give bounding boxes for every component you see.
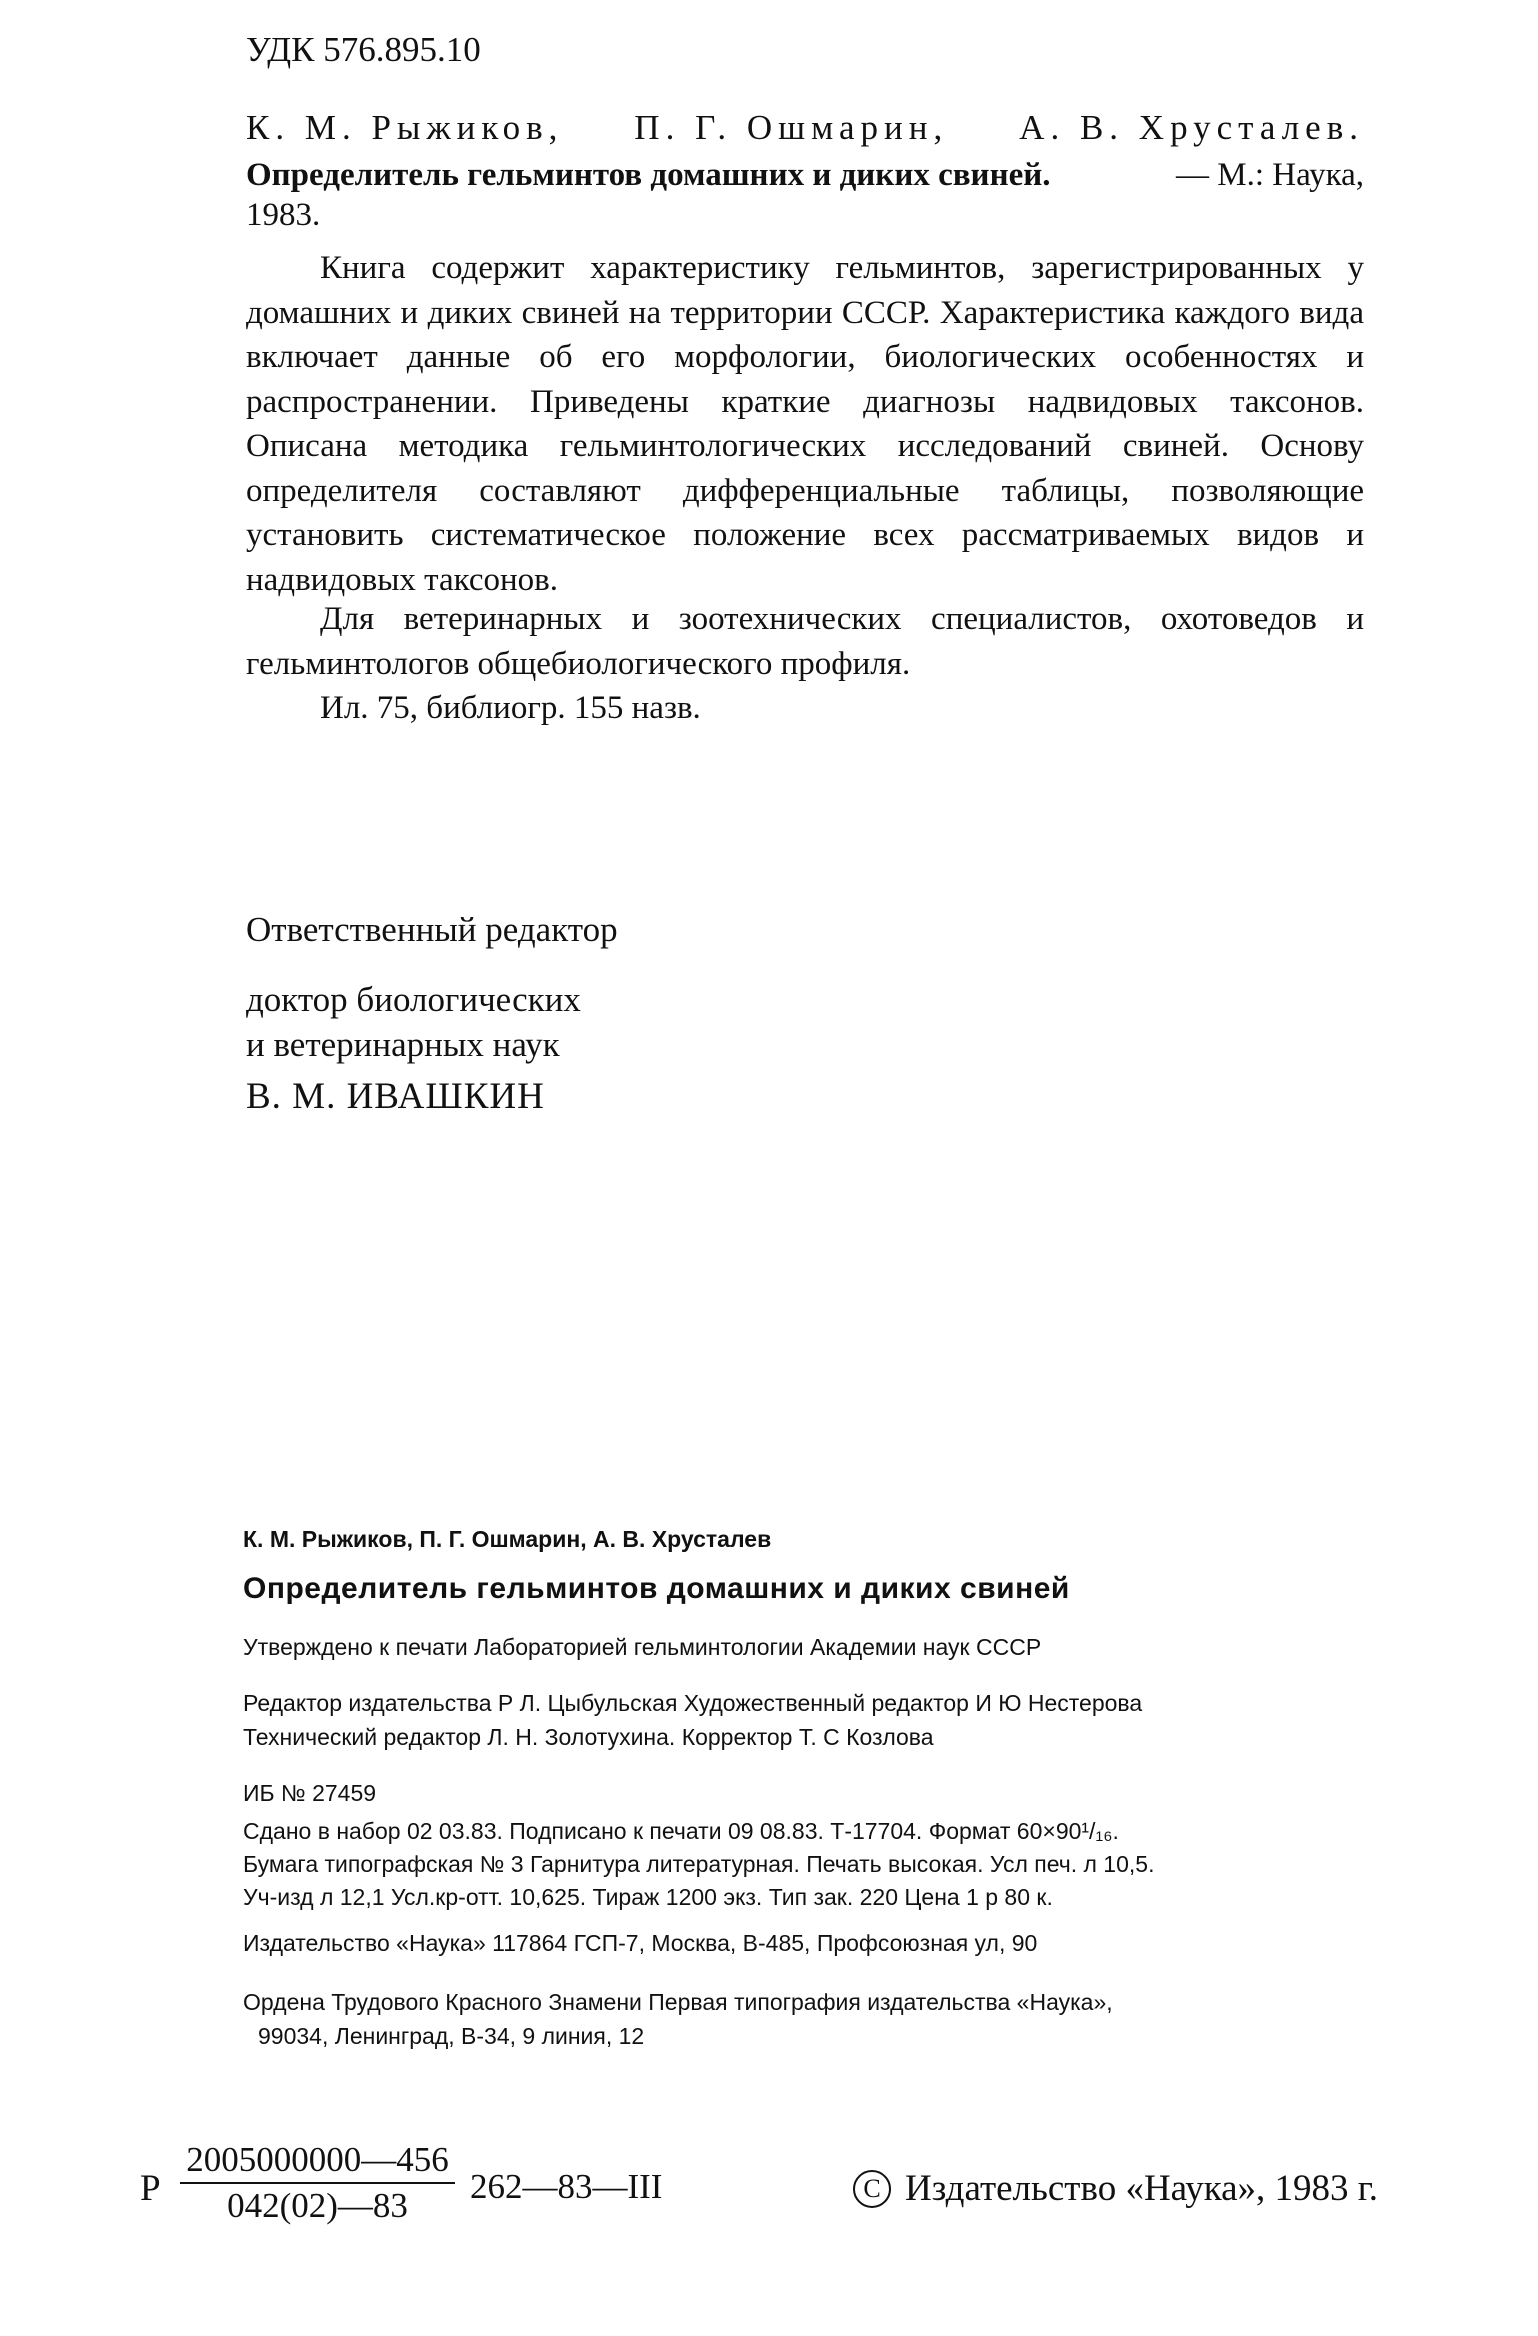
index-code-fraction [180,2140,455,2226]
imprint-printer [243,1985,1368,2053]
imprint-tech-line-3: Уч-изд л 12,1 Усл.кр-отт. 10,625. Тираж 1200 экз. Тип зак. 220 Цена 1 р 80 к. [243,1884,1053,1910]
editor-role: Ответственный редактор [246,910,618,949]
imprint-publisher: Издательство «Наука» 117864 ГСП-7, Москва, В-485, Профсоюзная ул, 90 [243,1930,1038,1956]
index-code-rest: 262—83—III [470,2167,663,2206]
udk-code: УДК 576.895.10 [246,30,481,69]
copyright-text: Издательство «Наука», 1983 г. [905,2168,1379,2209]
annotation-paragraph-2: Для ветеринарных и зоотехнических специалистов, охотоведов и гельминтологов общебиологического профиля. [246,601,1364,682]
author-2: П. Г. Ошмарин, [634,108,949,147]
imprint-ib-number: ИБ № 27459 [243,1780,377,1806]
imprint-printer-line-2: 99034, Ленинград, В-34, 9 линия, 12 [258,2023,645,2049]
citation-year: 1983. [246,197,321,233]
imprint-editors-2: Технический редактор Л. Н. Золотухина. Корректор Т. С Козлова [243,1724,934,1750]
citation-authors [246,108,1364,148]
illustrations-note: Ил. 75, библиогр. 155 назв. [320,690,701,726]
editor-degree-2: и ветеринарных наук [246,1025,560,1064]
imprint-authors: К. М. Рыжиков, П. Г. Ошмарин, А. В. Хрусталев [243,1526,772,1552]
editor-degree-1: доктор биологических [246,980,581,1019]
copyright-notice [853,2167,1378,2211]
author-3: А. В. Хрусталев. [1019,108,1364,147]
citation-title-line [246,157,1364,194]
imprint-tech-line-2: Бумага типографская № 3 Гарнитура литературная. Печать высокая. Усл печ. л 10,5. [243,1851,1155,1877]
index-code-numerator: 2005000000—456 [180,2140,455,2184]
imprint-printer-line-1: Ордена Трудового Красного Знамени Первая типография издательства «Наука», [243,1989,1113,2015]
index-code-denominator: 042(02)—83 [227,2186,408,2225]
imprint-tech-line-1: Сдано в набор 02 03.83. Подписано к печати 09 08.83. Т-17704. Формат 60×90¹/₁₆. [243,1818,1119,1844]
author-1: К. М. Рыжиков, [246,108,564,147]
imprint-technical [243,1815,1368,1914]
copyright-icon: C [853,2170,891,2208]
index-code-letter: Р [140,2168,161,2209]
annotation-paragraph-1: Книга содержит характеристику гельминтов, зарегистрированных у домашних и диких свиней на территории СССР. Характеристика каждого вида включает данные об его морфологии, биологических особенностях и распространении. Приведены краткие диагнозы надвидовых таксонов. Описана методика гельминтологических исследований свиней. Основу определителя составляют дифференциальные таблицы, позволяющие установить систематическое положение всех рассматриваемых видов и надвидовых таксонов. [246,250,1364,598]
citation-publisher: — М.: Наука, [1176,157,1364,193]
citation-title: Определитель гельминтов домашних и диких свиней. [246,157,1051,193]
imprint-approved: Утверждено к печати Лабораторией гельминтологии Академии наук СССР [243,1634,1042,1660]
imprint-editors-1: Редактор издательства Р Л. Цыбульская Художественный редактор И Ю Нестерова [243,1690,1143,1716]
editor-name: В. М. ИВАШКИН [246,1076,545,1117]
imprint-title: Определитель гельминтов домашних и диких свиней [243,1572,1070,1605]
